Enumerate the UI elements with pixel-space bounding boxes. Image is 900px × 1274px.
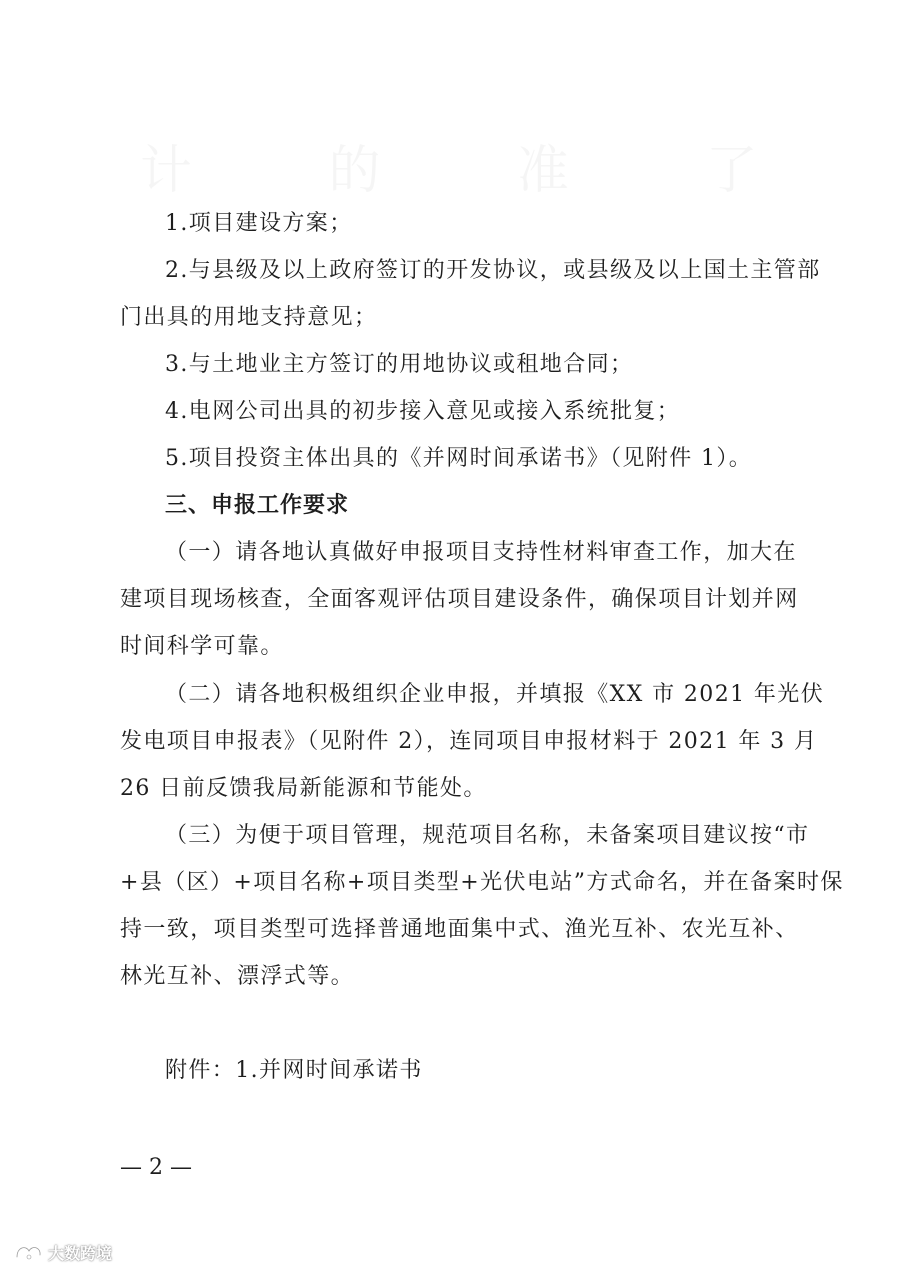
para-1-line-1: （一）请各地认真做好申报项目支持性材料审查工作，加大在: [165, 540, 797, 565]
watermark-logo-icon: [14, 1242, 44, 1262]
para-1-line-3: 时间科学可靠。: [120, 634, 284, 659]
item-4: 4.电网公司出具的初步接入意见或接入系统批复；: [165, 399, 681, 424]
item-2-line-2: 门出具的用地支持意见；: [120, 305, 378, 330]
page-number: — 2 —: [120, 1155, 192, 1180]
section-heading-3: 三、申报工作要求: [165, 493, 350, 518]
para-2-line-1: （二）请各地积极组织企业申报，并填报《XX 市 2021 年光伏: [165, 682, 825, 707]
item-3: 3.与土地业主方签订的用地协议或租地合同；: [165, 352, 634, 377]
watermark: [14, 1241, 112, 1263]
item-5: 5.项目投资主体出具的《并网时间承诺书》（见附件 1）。: [165, 446, 753, 471]
para-3-line-1: （三）为便于项目管理，规范项目名称，未备案项目建议按“市: [165, 823, 810, 848]
item-2-line-1: 2.与县级及以上政府签订的开发协议，或县级及以上国土主管部: [165, 258, 821, 283]
para-2-line-3: 26 日前反馈我局新能源和节能处。: [120, 776, 487, 801]
para-3-line-2: +县（区）+项目名称+项目类型+光伏电站”方式命名，并在备案时保: [120, 870, 844, 895]
para-2-line-2: 发电项目申报表》（见附件 2），连同项目申报材料于 2021 年 3 月: [120, 729, 818, 754]
para-1-line-2: 建项目现场核查，全面客观评估项目建设条件，确保项目计划并网: [120, 587, 799, 612]
watermark-text: 大数跨境: [48, 1243, 113, 1263]
bleed-through-text: [140, 128, 780, 198]
para-3-line-3: 持一致，项目类型可选择普通地面集中式、渔光互补、农光互补、: [120, 917, 799, 942]
item-1: 1.项目建设方案；: [165, 211, 353, 236]
para-3-line-4: 林光互补、漂浮式等。: [120, 964, 355, 989]
attachment-line: 附件：1.并网时间承诺书: [165, 1058, 423, 1083]
